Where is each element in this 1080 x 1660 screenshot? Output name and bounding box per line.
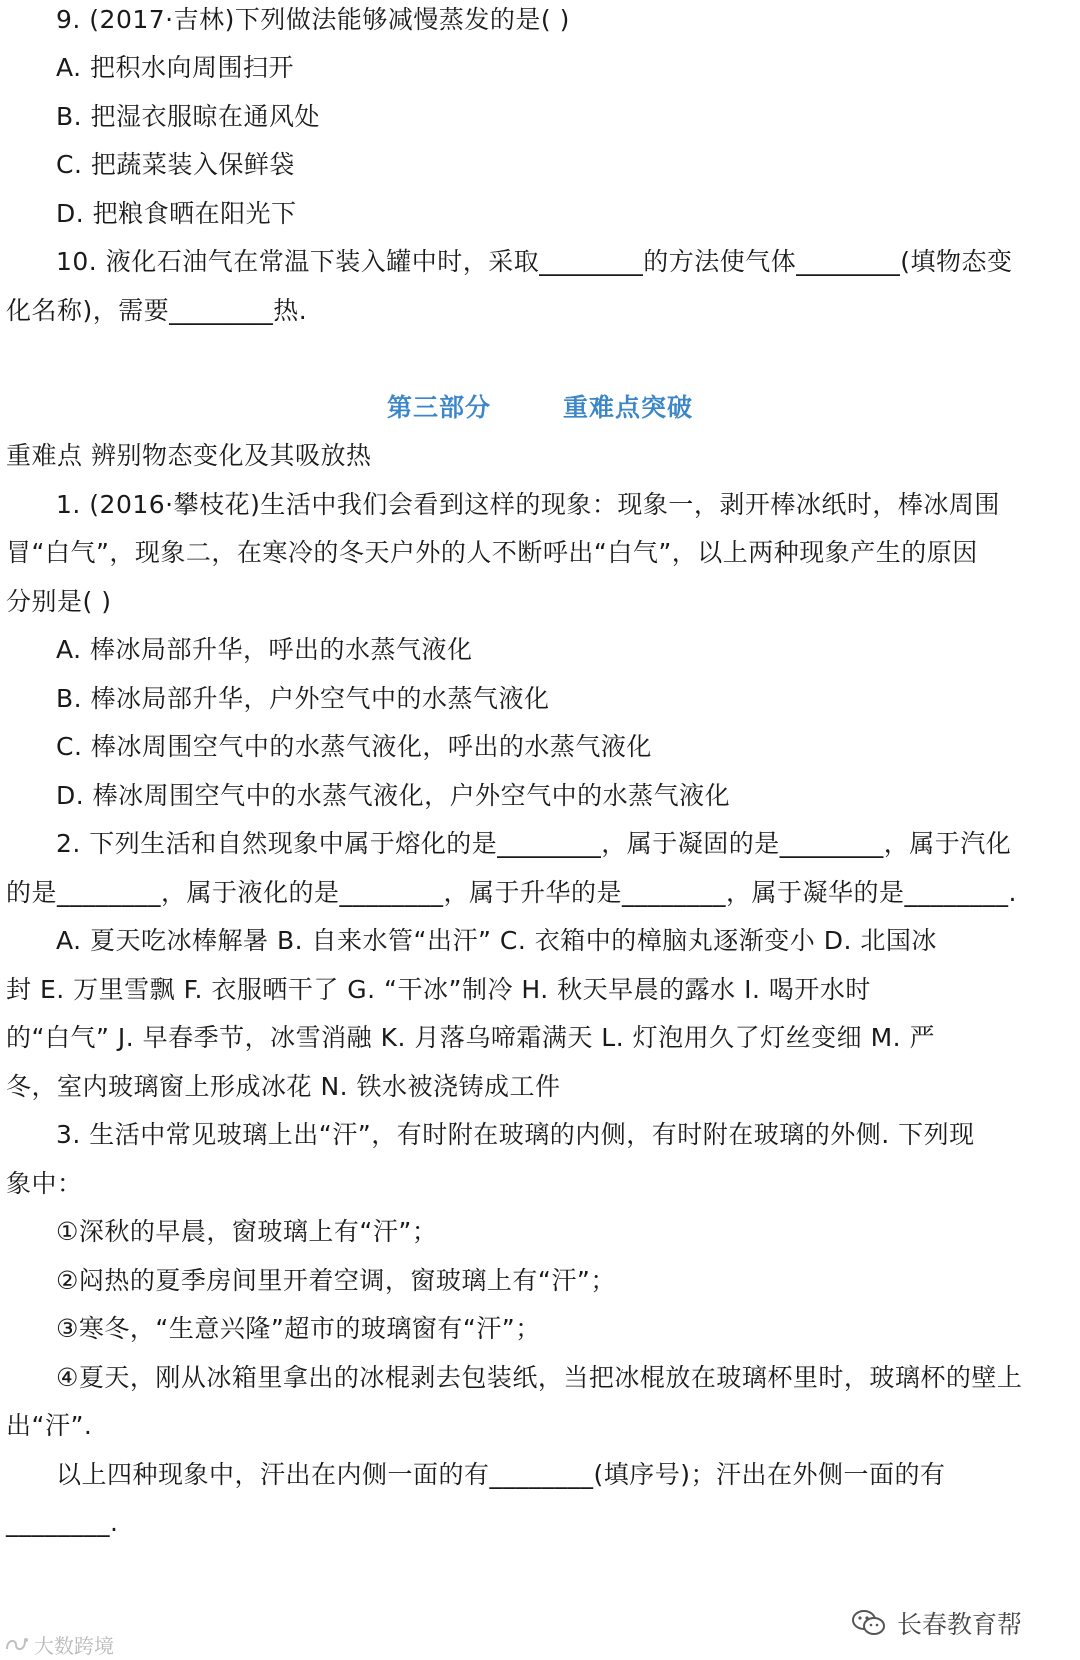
question-3-summary-line-1: 以上四种现象中，汗出在内侧一面的有________(填序号)；汗出在外侧一面的有 bbox=[56, 1460, 946, 1489]
question-9-option-d: D. 把粮食晒在阳光下 bbox=[56, 199, 297, 228]
question-1-option-b: B. 棒冰局部升华，户外空气中的水蒸气液化 bbox=[56, 684, 550, 713]
question-9-stem: 9. (2017·吉林)下列做法能够减慢蒸发的是( ) bbox=[56, 5, 570, 34]
brand-watermark bbox=[851, 1605, 1022, 1641]
brand-name: 长春教育帮 bbox=[896, 1610, 1022, 1639]
question-3-line-1: 3. 生活中常见玻璃上出“汗”，有时附在玻璃的内侧，有时附在玻璃的外侧. 下列现 bbox=[56, 1120, 975, 1149]
question-10-line-2: 化名称)，需要________热. bbox=[6, 296, 308, 325]
question-2-line-2: 的是________，属于液化的是________，属于升华的是________，属于凝华的是________. bbox=[6, 878, 1017, 907]
question-3-item-4-line-2: 出“汗”. bbox=[6, 1411, 93, 1440]
section-heading bbox=[0, 382, 1080, 434]
question-1-line-2: 冒“白气”，现象二，在寒冷的冬天户外的人不断呼出“白气”，以上两种现象产生的原因 bbox=[6, 538, 978, 567]
question-1-option-c: C. 棒冰周围空气中的水蒸气液化，呼出的水蒸气液化 bbox=[56, 732, 652, 761]
question-2-options-line-1: A. 夏天吃冰棒解暑 B. 自来水管“出汗” C. 衣箱中的樟脑丸逐渐变小 D. 北国冰 bbox=[56, 926, 937, 955]
question-3-item-3: ③寒冬，“生意兴隆”超市的玻璃窗有“汗”； bbox=[56, 1314, 541, 1343]
question-2-options-line-3: 的“白气” J. 早春季节，冰雪消融 K. 月落乌啼霜满天 L. 灯泡用久了灯丝变细 M. 严 bbox=[6, 1023, 936, 1052]
section-part-label: 第三部分 bbox=[386, 393, 491, 422]
question-9-option-c: C. 把蔬菜装入保鲜袋 bbox=[56, 150, 295, 179]
question-2-options-line-4: 冬，室内玻璃窗上形成冰花 N. 铁水被浇铸成工件 bbox=[6, 1072, 561, 1101]
question-10-line-1: 10. 液化石油气在常温下装入罐中时，采取________的方法使气体________(填物态变 bbox=[56, 247, 1013, 276]
question-2-options-line-2: 封 E. 万里雪飘 F. 衣服晒干了 G. “干冰”制冷 H. 秋天早晨的露水 I. 喝开水时 bbox=[6, 975, 871, 1004]
watermark-logo-icon bbox=[4, 1634, 30, 1658]
question-1-line-1: 1. (2016·攀枝花)生活中我们会看到这样的现象：现象一，剥开棒冰纸时，棒冰周围 bbox=[56, 490, 1000, 519]
question-1-option-a: A. 棒冰局部升华，呼出的水蒸气液化 bbox=[56, 635, 473, 664]
question-3-summary-line-2: ________. bbox=[6, 1508, 119, 1537]
question-9-option-b: B. 把湿衣服晾在通风处 bbox=[56, 102, 321, 131]
wechat-icon bbox=[851, 1608, 887, 1638]
question-3-item-2: ②闷热的夏季房间里开着空调，窗玻璃上有“汗”； bbox=[56, 1266, 616, 1295]
question-1-option-d: D. 棒冰周围空气中的水蒸气液化，户外空气中的水蒸气液化 bbox=[56, 781, 731, 810]
question-3-item-4-line-1: ④夏天，刚从冰箱里拿出的冰棍剥去包装纸，当把冰棍放在玻璃杯里时，玻璃杯的壁上 bbox=[56, 1363, 1023, 1392]
question-1-line-3: 分别是( ) bbox=[6, 587, 112, 616]
watermark-text: 大数跨境 bbox=[34, 1634, 114, 1658]
corner-watermark bbox=[4, 1634, 114, 1658]
topic-heading: 重难点 辨别物态变化及其吸放热 bbox=[6, 441, 372, 470]
question-9-option-a: A. 把积水向周围扫开 bbox=[56, 53, 295, 82]
question-3-line-2: 象中： bbox=[6, 1169, 83, 1198]
section-title: 重难点突破 bbox=[563, 393, 694, 422]
question-2-line-1: 2. 下列生活和自然现象中属于熔化的是________，属于凝固的是________，属于汽化 bbox=[56, 829, 1012, 858]
question-3-item-1: ①深秋的早晨，窗玻璃上有“汗”； bbox=[56, 1217, 438, 1246]
